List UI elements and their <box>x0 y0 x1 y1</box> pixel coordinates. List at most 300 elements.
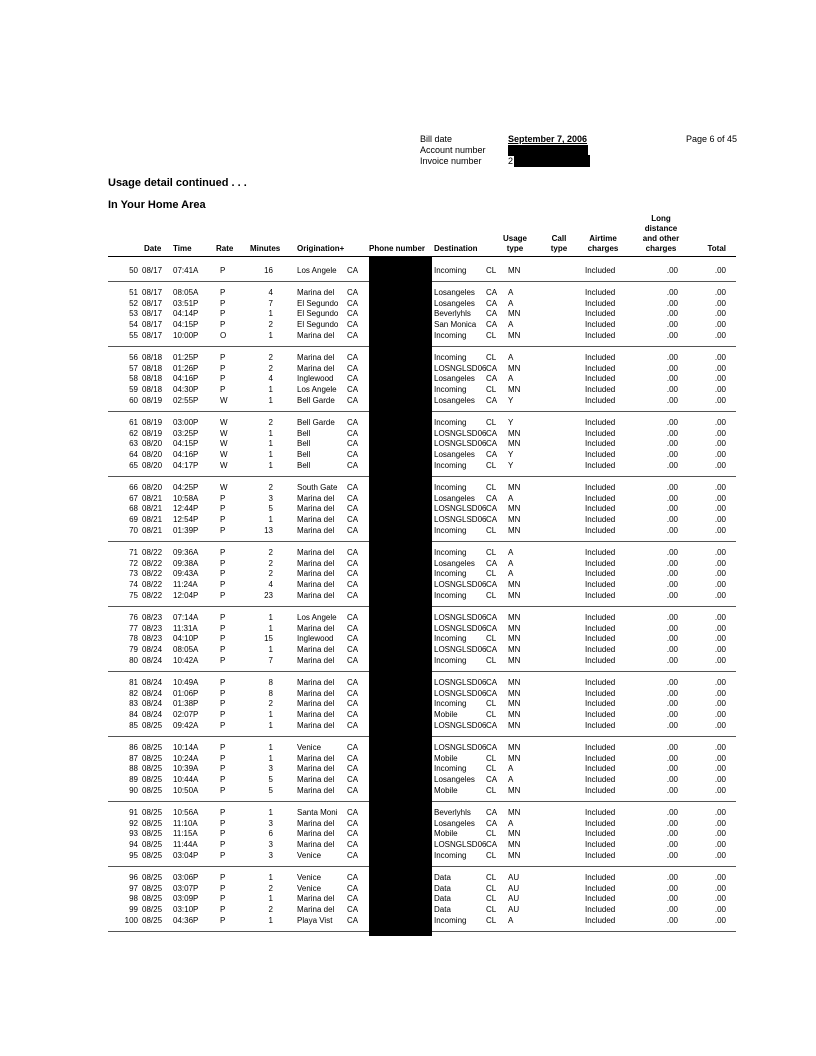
cell-airtime-charges: Included <box>585 417 616 427</box>
cell-origination-state: CA <box>347 807 359 817</box>
cell-row-number: 68 <box>129 504 138 514</box>
cell-origination-state: CA <box>347 515 359 525</box>
cell-long-distance-charges: .00 <box>666 396 678 405</box>
cell-row-number: 51 <box>129 287 138 297</box>
cell-date: 08/18 <box>142 385 163 395</box>
cell-row-number: 77 <box>129 623 138 633</box>
cell-origination-state: CA <box>347 786 359 795</box>
cell-destination-state: CL <box>486 764 497 774</box>
cell-airtime-charges: Included <box>585 634 616 644</box>
cell-time: 11:44A <box>173 840 198 850</box>
cell-date: 08/25 <box>142 872 163 882</box>
cell-total: .00 <box>714 374 726 384</box>
cell-destination-state: CL <box>486 851 497 860</box>
cell-destination: Mobile <box>434 753 458 763</box>
cell-destination: Incoming <box>434 331 467 340</box>
cell-rate: P <box>220 374 226 384</box>
col-minutes: Minutes <box>250 244 281 253</box>
cell-airtime-charges: Included <box>585 298 616 308</box>
section-title: Usage detail continued . . . <box>108 177 247 189</box>
phone-number-redaction <box>369 257 432 936</box>
cell-destination: Data <box>434 883 451 893</box>
cell-origination: Marina del <box>297 905 335 915</box>
cell-origination: Los Angele <box>297 385 337 395</box>
cell-destination-state: CA <box>486 612 498 622</box>
cell-origination: Marina del <box>297 558 335 568</box>
cell-origination: Marina del <box>297 721 335 730</box>
cell-origination-state: CA <box>347 764 359 774</box>
cell-minutes: 3 <box>268 851 273 860</box>
cell-total: .00 <box>714 385 726 395</box>
cell-origination: Marina del <box>297 504 335 514</box>
cell-destination: LOSNGLSD06 <box>434 580 487 590</box>
cell-rate: P <box>220 753 226 763</box>
cell-usage-type: MN <box>508 580 521 590</box>
cell-destination-state: CL <box>486 526 497 535</box>
cell-origination-state: CA <box>347 612 359 622</box>
cell-origination: Marina del <box>297 526 335 535</box>
cell-rate: P <box>220 829 226 839</box>
cell-destination: Data <box>434 905 451 915</box>
invoice-number-label: Invoice number <box>420 156 482 166</box>
cell-usage-type: MN <box>508 786 521 795</box>
cell-airtime-charges: Included <box>585 829 616 839</box>
cell-long-distance-charges: .00 <box>666 721 678 730</box>
cell-destination-state: CA <box>486 840 498 850</box>
cell-rate: P <box>220 807 226 817</box>
cell-airtime-charges: Included <box>585 699 616 709</box>
cell-date: 08/20 <box>142 450 163 460</box>
cell-destination: LOSNGLSD06 <box>434 677 487 687</box>
cell-time: 03:10P <box>173 905 199 915</box>
cell-origination-state: CA <box>347 840 359 850</box>
cell-usage-type: A <box>508 775 514 785</box>
cell-usage-type: MN <box>508 851 521 860</box>
cell-time: 09:36A <box>173 547 199 557</box>
cell-minutes: 13 <box>264 526 273 535</box>
cell-date: 08/17 <box>142 320 163 330</box>
cell-origination: Marina del <box>297 363 335 373</box>
cell-airtime-charges: Included <box>585 818 616 828</box>
cell-row-number: 64 <box>129 450 138 460</box>
cell-total: .00 <box>714 547 726 557</box>
cell-date: 08/20 <box>142 461 163 470</box>
cell-time: 11:31A <box>173 623 198 633</box>
cell-rate: P <box>220 634 226 644</box>
cell-minutes: 1 <box>268 612 273 622</box>
cell-destination: Incoming <box>434 916 467 925</box>
cell-rate: P <box>220 894 226 904</box>
cell-minutes: 1 <box>268 385 273 395</box>
cell-time: 01:06P <box>173 688 199 698</box>
cell-long-distance-charges: .00 <box>666 710 678 720</box>
cell-airtime-charges: Included <box>585 742 616 752</box>
cell-long-distance-charges: .00 <box>666 851 678 860</box>
cell-time: 04:25P <box>173 482 199 492</box>
cell-destination: Incoming <box>434 656 467 665</box>
cell-origination: Marina del <box>297 623 335 633</box>
cell-long-distance-charges: .00 <box>666 493 678 503</box>
cell-total: .00 <box>714 894 726 904</box>
cell-airtime-charges: Included <box>585 558 616 568</box>
cell-long-distance-charges: .00 <box>666 320 678 330</box>
cell-usage-type: MN <box>508 439 521 449</box>
cell-row-number: 74 <box>129 580 138 590</box>
cell-minutes: 3 <box>268 840 273 850</box>
cell-long-distance-charges: .00 <box>666 439 678 449</box>
subsection-title: In Your Home Area <box>108 199 206 211</box>
cell-time: 02:55P <box>173 396 199 405</box>
cell-usage-type: MN <box>508 428 521 438</box>
cell-total: .00 <box>714 688 726 698</box>
cell-date: 08/19 <box>142 428 163 438</box>
cell-time: 04:30P <box>173 385 199 395</box>
cell-origination: Bell <box>297 428 311 438</box>
cell-long-distance-charges: .00 <box>666 266 678 275</box>
cell-total: .00 <box>714 526 726 535</box>
cell-airtime-charges: Included <box>585 905 616 915</box>
cell-destination-state: CA <box>486 558 498 568</box>
cell-long-distance-charges: .00 <box>666 634 678 644</box>
cell-airtime-charges: Included <box>585 374 616 384</box>
cell-row-number: 60 <box>129 396 138 405</box>
cell-row-number: 73 <box>129 569 138 579</box>
cell-destination-state: CA <box>486 493 498 503</box>
cell-rate: W <box>220 417 228 427</box>
cell-date: 08/18 <box>142 363 163 373</box>
cell-date: 08/19 <box>142 396 163 405</box>
cell-destination: Incoming <box>434 482 467 492</box>
cell-destination-state: CL <box>486 753 497 763</box>
cell-total: .00 <box>714 439 726 449</box>
cell-row-number: 87 <box>129 753 138 763</box>
cell-minutes: 1 <box>268 396 273 405</box>
cell-airtime-charges: Included <box>585 591 616 600</box>
cell-long-distance-charges: .00 <box>666 461 678 470</box>
cell-usage-type: MN <box>508 710 521 720</box>
cell-minutes: 1 <box>268 461 273 470</box>
cell-origination: Bell Garde <box>297 396 335 405</box>
cell-usage-type: A <box>508 818 514 828</box>
cell-origination: Playa Vist <box>297 916 333 925</box>
cell-destination-state: CA <box>486 320 498 330</box>
cell-destination: LOSNGLSD06 <box>434 742 487 752</box>
cell-total: .00 <box>714 515 726 525</box>
cell-row-number: 52 <box>129 298 138 308</box>
cell-origination-state: CA <box>347 872 359 882</box>
cell-minutes: 1 <box>268 439 273 449</box>
cell-total: .00 <box>714 612 726 622</box>
cell-long-distance-charges: .00 <box>666 645 678 655</box>
cell-minutes: 8 <box>268 677 273 687</box>
cell-minutes: 2 <box>268 482 273 492</box>
cell-destination-state: CL <box>486 710 497 720</box>
cell-airtime-charges: Included <box>585 710 616 720</box>
cell-origination: Venice <box>297 742 322 752</box>
cell-time: 04:36P <box>173 916 199 925</box>
cell-destination-state: CA <box>486 623 498 633</box>
cell-airtime-charges: Included <box>585 385 616 395</box>
cell-destination: Incoming <box>434 569 467 579</box>
cell-long-distance-charges: .00 <box>666 894 678 904</box>
cell-total: .00 <box>714 851 726 860</box>
cell-total: .00 <box>714 634 726 644</box>
cell-usage-type: MN <box>508 623 521 633</box>
col-origination: Origination+ <box>297 244 345 253</box>
cell-airtime-charges: Included <box>585 396 616 405</box>
cell-origination: Marina del <box>297 547 335 557</box>
cell-date: 08/25 <box>142 851 163 860</box>
cell-origination: Marina del <box>297 515 335 525</box>
cell-rate: P <box>220 677 226 687</box>
cell-destination: Incoming <box>434 591 467 600</box>
cell-origination-state: CA <box>347 450 359 460</box>
cell-destination: Data <box>434 872 451 882</box>
cell-total: .00 <box>714 645 726 655</box>
cell-destination: Incoming <box>434 526 467 535</box>
cell-date: 08/21 <box>142 493 163 503</box>
cell-origination-state: CA <box>347 905 359 915</box>
cell-date: 08/25 <box>142 829 163 839</box>
cell-time: 09:38A <box>173 558 199 568</box>
cell-minutes: 5 <box>268 786 273 795</box>
cell-origination: Marina del <box>297 656 335 665</box>
cell-origination-state: CA <box>347 677 359 687</box>
cell-long-distance-charges: .00 <box>666 677 678 687</box>
cell-usage-type: A <box>508 374 514 384</box>
cell-total: .00 <box>714 504 726 514</box>
cell-row-number: 58 <box>129 374 138 384</box>
cell-origination: Marina del <box>297 287 335 297</box>
cell-origination-state: CA <box>347 710 359 720</box>
col-destination: Destination <box>434 244 478 253</box>
cell-origination: Venice <box>297 872 322 882</box>
col-phone-number: Phone number <box>369 244 426 253</box>
cell-destination-state: CL <box>486 547 497 557</box>
cell-long-distance-charges: .00 <box>666 840 678 850</box>
cell-rate: P <box>220 656 226 665</box>
cell-long-distance-charges: .00 <box>666 775 678 785</box>
cell-destination-state: CA <box>486 742 498 752</box>
cell-time: 03:06P <box>173 872 199 882</box>
cell-usage-type: MN <box>508 482 521 492</box>
cell-usage-type: MN <box>508 634 521 644</box>
cell-airtime-charges: Included <box>585 677 616 687</box>
cell-minutes: 7 <box>268 656 273 665</box>
cell-origination-state: CA <box>347 482 359 492</box>
cell-destination-state: CA <box>486 775 498 785</box>
cell-minutes: 8 <box>268 688 273 698</box>
cell-airtime-charges: Included <box>585 450 616 460</box>
cell-origination: Marina del <box>297 591 335 600</box>
cell-row-number: 63 <box>129 439 138 449</box>
cell-row-number: 70 <box>129 526 138 535</box>
cell-airtime-charges: Included <box>585 331 616 340</box>
col-rate: Rate <box>216 244 234 253</box>
cell-minutes: 2 <box>268 883 273 893</box>
cell-origination-state: CA <box>347 883 359 893</box>
cell-long-distance-charges: .00 <box>666 309 678 319</box>
cell-date: 08/21 <box>142 515 163 525</box>
cell-date: 08/17 <box>142 287 163 297</box>
cell-rate: P <box>220 872 226 882</box>
cell-date: 08/24 <box>142 656 163 665</box>
cell-usage-type: MN <box>508 753 521 763</box>
cell-origination: Marina del <box>297 331 335 340</box>
cell-minutes: 1 <box>268 916 273 925</box>
cell-usage-type: MN <box>508 612 521 622</box>
cell-airtime-charges: Included <box>585 428 616 438</box>
cell-airtime-charges: Included <box>585 493 616 503</box>
cell-usage-type: AU <box>508 883 520 893</box>
cell-rate: W <box>220 482 228 492</box>
cell-long-distance-charges: .00 <box>666 428 678 438</box>
cell-destination: Mobile <box>434 710 458 720</box>
cell-row-number: 78 <box>129 634 138 644</box>
cell-usage-type: MN <box>508 385 521 395</box>
cell-destination: Incoming <box>434 385 467 395</box>
cell-rate: P <box>220 883 226 893</box>
cell-minutes: 3 <box>268 818 273 828</box>
cell-long-distance-charges: .00 <box>666 591 678 600</box>
cell-row-number: 61 <box>129 417 138 427</box>
cell-origination: El Segundo <box>297 309 339 319</box>
cell-minutes: 1 <box>268 753 273 763</box>
cell-destination: Losangeles <box>434 775 475 785</box>
cell-row-number: 100 <box>124 916 138 925</box>
cell-total: .00 <box>714 677 726 687</box>
cell-airtime-charges: Included <box>585 656 616 665</box>
cell-rate: P <box>220 298 226 308</box>
cell-rate: P <box>220 818 226 828</box>
cell-rate: W <box>220 439 228 449</box>
cell-rate: P <box>220 287 226 297</box>
cell-destination: Data <box>434 894 451 904</box>
cell-time: 08:05A <box>173 645 199 655</box>
cell-origination-state: CA <box>347 439 359 449</box>
cell-destination-state: CA <box>486 721 498 730</box>
cell-origination-state: CA <box>347 417 359 427</box>
cell-long-distance-charges: .00 <box>666 699 678 709</box>
cell-minutes: 5 <box>268 504 273 514</box>
cell-usage-type: MN <box>508 721 521 730</box>
cell-origination: Bell <box>297 439 311 449</box>
cell-origination: Marina del <box>297 786 335 795</box>
cell-date: 08/25 <box>142 905 163 915</box>
cell-time: 01:38P <box>173 699 199 709</box>
cell-total: .00 <box>714 493 726 503</box>
cell-total: .00 <box>714 428 726 438</box>
cell-rate: P <box>220 320 226 330</box>
cell-destination-state: CL <box>486 331 497 340</box>
cell-destination-state: CA <box>486 287 498 297</box>
bill-date-label: Bill date <box>420 134 453 144</box>
cell-origination: Marina del <box>297 352 335 362</box>
page-number: Page 6 of 45 <box>686 134 738 144</box>
cell-total: .00 <box>714 753 726 763</box>
cell-destination-state: CL <box>486 905 497 915</box>
cell-minutes: 1 <box>268 710 273 720</box>
cell-time: 03:04P <box>173 851 199 860</box>
cell-destination-state: CA <box>486 309 498 319</box>
cell-rate: P <box>220 515 226 525</box>
cell-long-distance-charges: .00 <box>666 818 678 828</box>
cell-destination-state: CA <box>486 580 498 590</box>
cell-time: 10:44A <box>173 775 199 785</box>
cell-date: 08/23 <box>142 612 163 622</box>
cell-total: .00 <box>714 840 726 850</box>
cell-usage-type: MN <box>508 331 521 340</box>
cell-usage-type: MN <box>508 742 521 752</box>
cell-time: 08:05A <box>173 287 199 297</box>
cell-time: 04:16P <box>173 374 199 384</box>
cell-date: 08/20 <box>142 439 163 449</box>
cell-destination-state: CA <box>486 818 498 828</box>
cell-origination-state: CA <box>347 493 359 503</box>
cell-rate: P <box>220 840 226 850</box>
cell-date: 08/25 <box>142 721 163 730</box>
col-long-distance-charges: Long distance and other charges <box>642 214 680 253</box>
cell-row-number: 75 <box>129 591 138 600</box>
cell-date: 08/22 <box>142 558 163 568</box>
cell-destination: LOSNGLSD06 <box>434 623 487 633</box>
cell-long-distance-charges: .00 <box>666 558 678 568</box>
cell-destination: LOSNGLSD06 <box>434 439 487 449</box>
cell-total: .00 <box>714 461 726 470</box>
cell-total: .00 <box>714 352 726 362</box>
cell-destination: LOSNGLSD06 <box>434 645 487 655</box>
cell-minutes: 1 <box>268 428 273 438</box>
cell-origination: Marina del <box>297 775 335 785</box>
cell-destination: Incoming <box>434 352 467 362</box>
cell-rate: P <box>220 591 226 600</box>
cell-rate: P <box>220 699 226 709</box>
cell-airtime-charges: Included <box>585 461 616 470</box>
cell-destination-state: CL <box>486 482 497 492</box>
cell-row-number: 67 <box>129 493 138 503</box>
cell-total: .00 <box>714 775 726 785</box>
cell-rate: P <box>220 721 226 730</box>
cell-destination-state: CA <box>486 439 498 449</box>
cell-airtime-charges: Included <box>585 840 616 850</box>
cell-origination-state: CA <box>347 374 359 384</box>
cell-airtime-charges: Included <box>585 309 616 319</box>
cell-destination-state: CL <box>486 829 497 839</box>
cell-origination: Marina del <box>297 677 335 687</box>
cell-destination: LOSNGLSD06 <box>434 612 487 622</box>
cell-long-distance-charges: .00 <box>666 352 678 362</box>
cell-destination: Losangeles <box>434 558 475 568</box>
cell-date: 08/21 <box>142 504 163 514</box>
cell-origination: Santa Moni <box>297 807 338 817</box>
cell-destination: LOSNGLSD06 <box>434 504 487 514</box>
cell-usage-type: AU <box>508 905 520 915</box>
cell-minutes: 4 <box>268 287 273 297</box>
cell-origination: Inglewood <box>297 634 334 644</box>
cell-row-number: 90 <box>129 786 138 795</box>
cell-date: 08/23 <box>142 623 163 633</box>
cell-destination-state: CL <box>486 916 497 925</box>
cell-time: 01:25P <box>173 352 199 362</box>
cell-time: 03:07P <box>173 883 199 893</box>
cell-origination-state: CA <box>347 591 359 600</box>
cell-long-distance-charges: .00 <box>666 786 678 795</box>
cell-origination: Marina del <box>297 688 335 698</box>
cell-total: .00 <box>714 699 726 709</box>
cell-minutes: 1 <box>268 450 273 460</box>
cell-total: .00 <box>714 482 726 492</box>
cell-long-distance-charges: .00 <box>666 829 678 839</box>
